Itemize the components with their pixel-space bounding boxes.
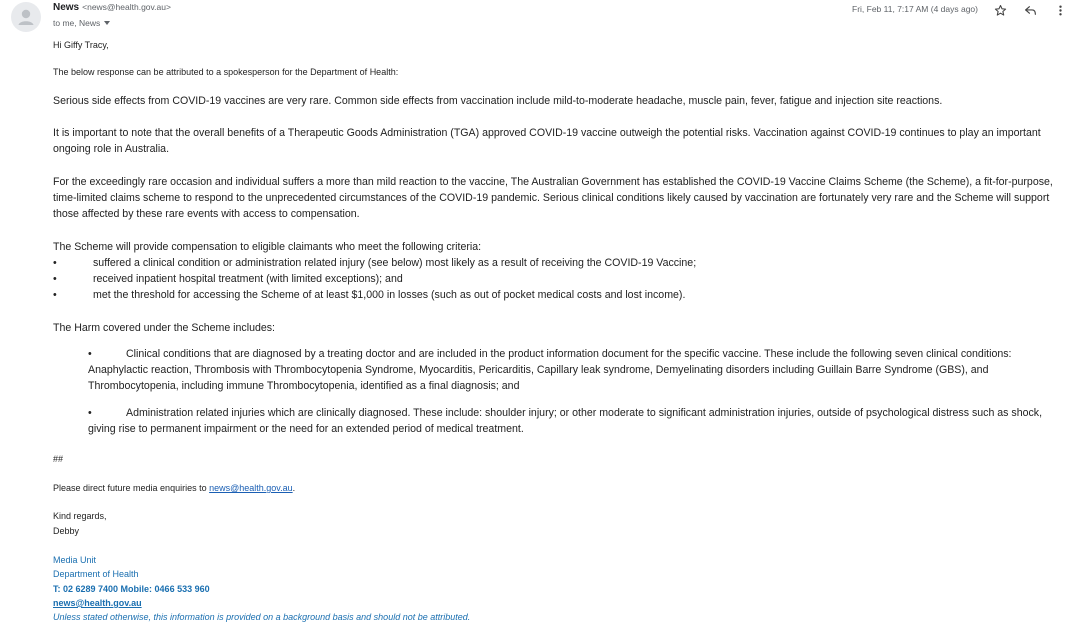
signature-phone: T: 02 6289 7400 Mobile: 0466 533 960 (53, 583, 210, 594)
bullet: • (88, 348, 92, 360)
sender-name[interactable]: News <news@health.gov.au> (53, 2, 171, 13)
signature-block (53, 553, 470, 624)
sender-signoff: Debby (53, 526, 80, 536)
more-vert-icon[interactable] (1052, 2, 1068, 18)
enquiries-line (53, 481, 295, 495)
attribution-line: The below response can be attributed to a spokesperson for the Department of Health: (53, 67, 399, 77)
harm-item (88, 405, 1066, 437)
paragraph-scheme: For the exceedingly rare occasion and individual suffers a more than mild reaction to the vaccine, The Australian Government has established the COVID-19 Vaccine Claims Scheme (the Scheme), a fit-for-purpose, time-limited claims scheme to respond to the unprecedented circumstances of the COVID-19 pandemic. Serious clinical conditions likely caused by vaccination are fortunately very rare and the Scheme will support those affected by these rare events with access to compensation. (53, 176, 1053, 220)
harm-text: Administration related injuries which are clinically diagnosed. These include: shoulder injury; or other moderate to significant administration injuries, outside of psychological distress such as shock, giving rise to permanent impairment or the need for an extended period of medical treatment. (88, 407, 1043, 435)
bullet: • (88, 407, 92, 419)
criteria-text: suffered a clinical condition or administration related injury (see below) most likely as a result of receiving the COVID-19 Vaccine; (93, 257, 697, 269)
closing: Kind regards, (53, 511, 107, 521)
signature-email-link[interactable]: news@health.gov.au (53, 597, 142, 608)
recipients-label: to me, News (53, 18, 101, 28)
signature-unit: Media Unit (53, 555, 97, 565)
email-date: Fri, Feb 11, 7:17 AM (4 days ago) (852, 4, 978, 14)
section-separator: ## (53, 454, 64, 464)
signature-department: Department of Health (53, 569, 139, 580)
paragraph-benefits: It is important to note that the overall benefits of a Therapeutic Goods Administration (TGA) approved COVID-19 vaccine outweigh the potential risks. Vaccination against COVID-19 continues to play an important ongoing role in Australia. (53, 127, 1041, 155)
harm-item (88, 346, 1066, 394)
chevron-down-icon[interactable] (104, 21, 110, 25)
enquiries-end: . (292, 483, 296, 493)
paragraph-side-effects: Serious side effects from COVID-19 vaccines are very rare. Common side effects from vaccination include mild-to-moderate headache, muscle pain, fever, fatigue and injection site reactions. (53, 95, 943, 107)
harm-intro: The Harm covered under the Scheme includes: (53, 322, 275, 334)
greeting: Hi Giffy Tracy, (53, 40, 109, 50)
bullet: • (53, 257, 57, 269)
criteria-intro: The Scheme will provide compensation to eligible claimants who meet the following criteria: (53, 241, 482, 253)
email-header (53, 2, 1080, 32)
reply-icon[interactable] (1022, 2, 1038, 18)
person-icon (11, 2, 41, 32)
star-icon[interactable] (992, 2, 1008, 18)
sender-email: <news@health.gov.au> (82, 2, 171, 12)
bullet: • (53, 273, 57, 285)
signature-disclaimer: Unless stated otherwise, this information is provided on a background basis and should not be attributed. (53, 612, 471, 623)
enquiries-text: Please direct future media enquiries to (53, 483, 210, 493)
criteria-text: received inpatient hospital treatment (with limited exceptions); and (93, 273, 403, 285)
harm-text: Clinical conditions that are diagnosed by a treating doctor and are included in the product information document for the specific vaccine. These include the following seven clinical conditions: Anaphylactic reaction, Thrombosis with Thrombocytopenia Syndrome, Myocarditis, Pericarditis, Capillary leak syndrome, Demyelinating disorders including Guillain Barre Syndrome (GBS), and Thrombocytopenia, including immune Thrombocytopenia, identified as a final diagnosis; and (88, 348, 1012, 392)
sender-avatar[interactable] (11, 2, 41, 32)
criteria-text: met the threshold for accessing the Scheme of at least $1,000 in losses (such as out of pocket medical costs and lost income). (93, 289, 686, 301)
recipients-toggle[interactable] (53, 18, 110, 28)
bullet: • (53, 289, 57, 301)
enquiries-email-link[interactable]: news@health.gov.au (209, 483, 293, 493)
